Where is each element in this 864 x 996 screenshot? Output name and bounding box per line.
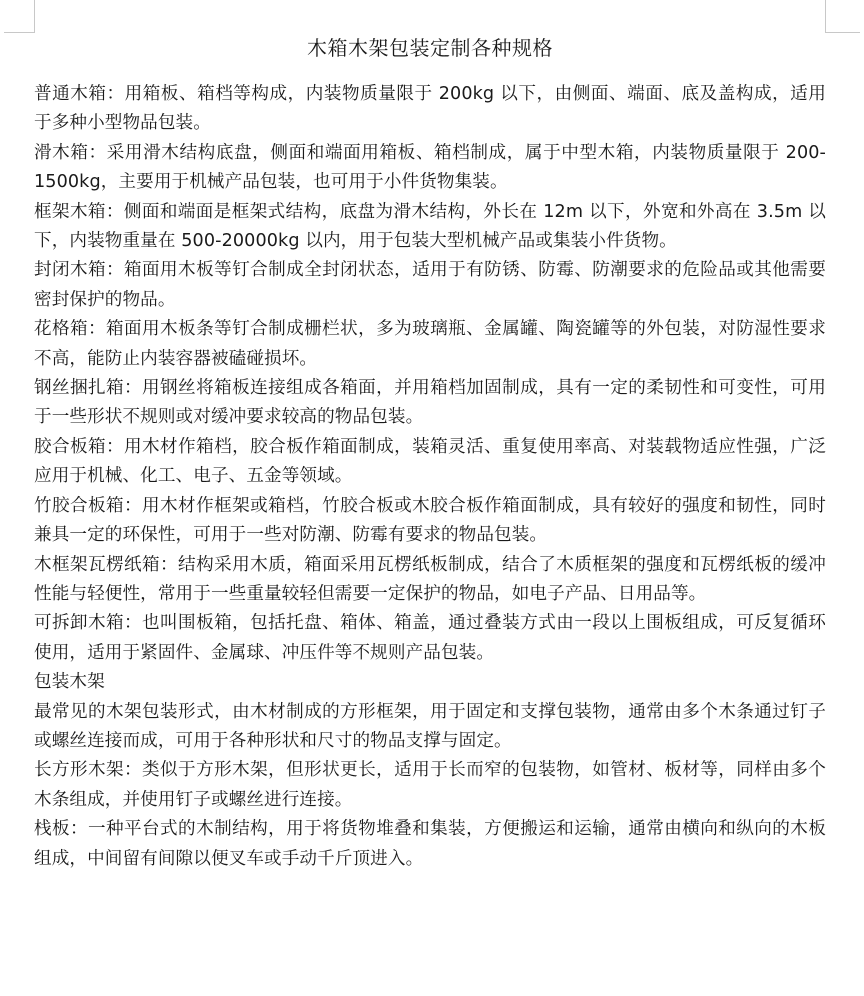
paragraph-wood-frame-corrugated-box: 木框架瓦楞纸箱：结构采用木质，箱面采用瓦楞纸板制成，结合了木质框架的强度和瓦楞纸板的缓冲性能与轻便性，常用于一些重量较轻但需要一定保护的物品，如电子产品、日用品等。 [34, 554, 826, 604]
page-corner-mark-top-left [4, 0, 35, 33]
paragraph-crate: 花格箱：箱面用木板条等钉合制成栅栏状，多为玻璃瓶、金属罐、陶瓷罐等的外包装，对防湿性要求不高，能防止内装容器被磕碰损坏。 [34, 319, 826, 369]
paragraph-pallet: 栈板：一种平台式的木制结构，用于将货物堆叠和集装，方便搬运和运输，通常由横向和纵向的木板组成，中间留有间隙以便叉车或手动千斤顶进入。 [34, 819, 826, 869]
paragraph-collapsible-box: 可拆卸木箱：也叫围板箱，包括托盘、箱体、箱盖，通过叠装方式由一段以上围板组成，可反复循环使用，适用于紧固件、金属球、冲压件等不规则产品包装。 [34, 613, 826, 663]
paragraph-ordinary-wooden-box: 普通木箱：用箱板、箱档等构成，内装物质量限于 200kg 以下，由侧面、端面、底及盖构成，适用于多种小型物品包装。 [34, 84, 826, 134]
paragraph-square-frame: 最常见的木架包装形式，由木材制成的方形框架，用于固定和支撑包装物，通常由多个木条通过钉子或螺丝连接而成，可用于各种形状和尺寸的物品支撑与固定。 [34, 701, 826, 751]
paragraph-frame-box: 框架木箱：侧面和端面是框架式结构，底盘为滑木结构，外长在 12m 以下，外宽和外高在 3.5m 以下，内装物重量在 500-20000kg 以内，用于包装大型机械产品或集装小件货物。 [34, 201, 826, 252]
paragraph-plywood-box: 胶合板箱：用木材作箱档，胶合板作箱面制成，装箱灵活、重复使用率高、对装载物适应性强，广泛应用于机械、化工、电子、五金等领域。 [34, 436, 826, 487]
paragraph-rectangular-frame: 长方形木架：类似于方形木架，但形状更长，适用于长而窄的包装物，如管材、板材等，同样由多个木条组成，并使用钉子或螺丝进行连接。 [34, 760, 826, 810]
page-corner-mark-top-right [825, 0, 860, 33]
paragraph-wire-bound-box: 钢丝捆扎箱：用钢丝将箱板连接组成各箱面，并用箱档加固制成，具有一定的柔韧性和可变性，可用于一些形状不规则或对缓冲要求较高的物品包装。 [34, 378, 826, 428]
paragraph-bamboo-plywood-box: 竹胶合板箱：用木材作框架或箱档，竹胶合板或木胶合板作箱面制成，具有较好的强度和韧性，同时兼具一定的环保性，可用于一些对防潮、防霉有要求的物品包装。 [34, 495, 826, 546]
paragraph-skid-box: 滑木箱：采用滑木结构底盘，侧面和端面用箱板、箱档制成，属于中型木箱，内装物质量限于 200-1500kg，主要用于机械产品包装，也可用于小件货物集装。 [34, 142, 826, 193]
document-title: 木箱木架包装定制各种规格 [307, 36, 553, 60]
section-heading-packing-frame: 包装木架 [34, 672, 105, 693]
paragraph-closed-box: 封闭木箱：箱面用木板等钉合制成全封闭状态，适用于有防锈、防霉、防潮要求的危险品或其他需要密封保护的物品。 [34, 260, 826, 310]
document-page [34, 33, 826, 874]
